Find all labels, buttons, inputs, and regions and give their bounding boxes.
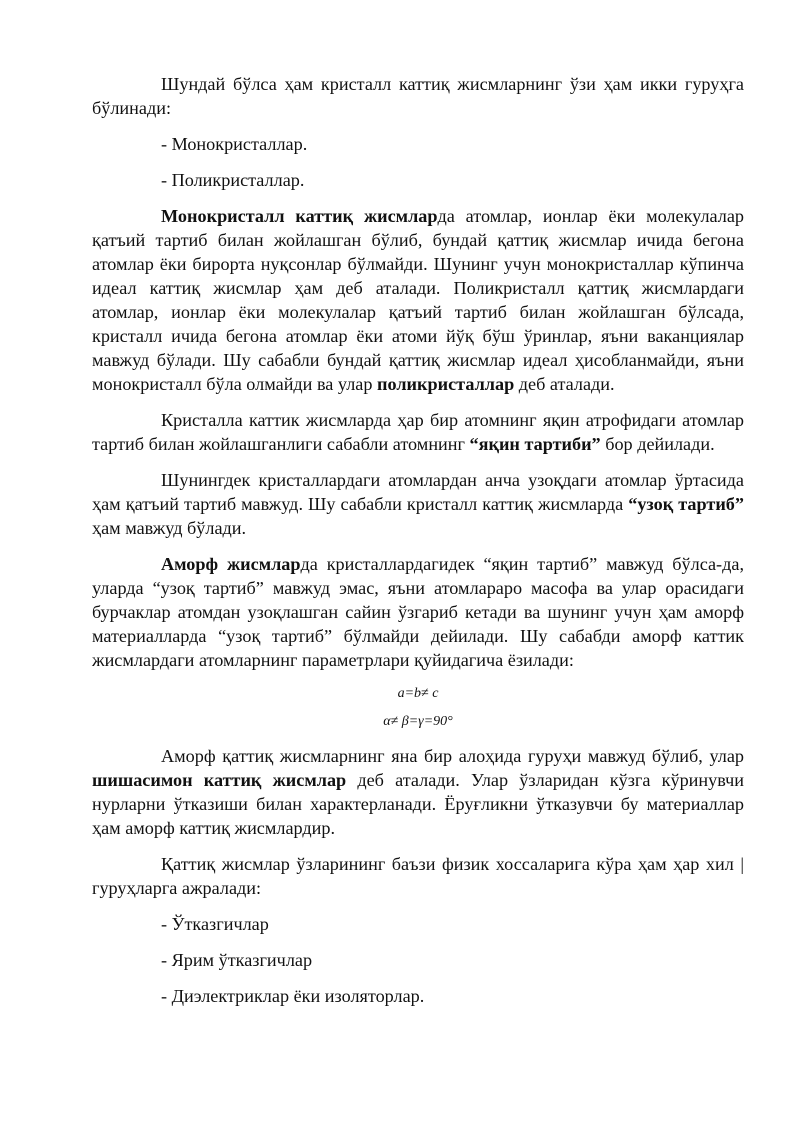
paragraph-amorphous-text: да кристаллардагидек “яқин тартиб” мавжуд бўлса-да, уларда “узоқ тартиб” мавжуд эмас, яъни атомлараро масофа ва улар орасидаги бурчаклар атомдан узоқлашган сайин ўзгариб кетади ва шунинг учун ҳам аморф материалларда “узоқ тартиб” бўлмайди дейилади. Шу сабабди аморф каттик жисмлардаги атомларнинг параметрлари қуйидагича ёзилади: xyxy=(92,554,744,670)
paragraph-glassy-text: Аморф қаттиқ жисмларнинг яна бир алоҳида гуруҳи мавжуд бўлиб, улар xyxy=(161,746,744,766)
paragraph-short-order-end: бор дейилади. xyxy=(600,434,715,454)
term-polycrystals: поликристаллар xyxy=(377,374,515,394)
term-monocrystal: Монокристалл каттиқ жисмлар xyxy=(161,206,438,226)
paragraph-glassy xyxy=(92,744,744,840)
paragraph-long-order-end: ҳам мавжуд бўлади. xyxy=(92,518,247,538)
term-amorphous: Аморф жисмлар xyxy=(161,554,301,574)
paragraph-monocrystal-text: да атомлар, ионлар ёки молекулалар қатъий тартиб билан жойлашган бўлиб, бундай қаттиқ жисмлар ичида бегона атомлар ёки бирорта нуқсонлар бўлмайди. Шунинг учун монокристаллар кўпинча идеал каттиқ жисмлар ҳам деб аталади. Поликристалл қаттиқ жисмлардаги атомлар, ионлар ёки молекулалар қатъий тартиб билан жойлашган бўлсада, кристалл ичида бегона атомлар ёки атоми йўқ бўш ўринлар, яъни ваканциялар мавжуд бўлади. Шу сабабли бундай қаттиқ жисмлар идеал ҳисобланмайди, яъни монокристалл бўла олмайди ва улар xyxy=(92,206,745,394)
paragraph-short-order xyxy=(92,408,744,456)
list-item-dielectrics: - Диэлектриклар ёки изоляторлар. xyxy=(161,986,425,1006)
document-page xyxy=(92,72,744,1008)
formula-lattice-lengths: a=b≠ c xyxy=(397,686,439,701)
paragraph-monocrystal xyxy=(92,204,744,396)
list-item-semiconductors: - Ярим ўтказгичлар xyxy=(161,950,313,970)
list-item-conductors: - Ўтказгичлар xyxy=(161,914,269,934)
list-item-monocrystals: - Монокристаллар. xyxy=(161,134,308,154)
paragraph-long-order-text: Шунингдек кристаллардаги атомлардан анча узоқдаги атомлар ўртасида ҳам қатъий тартиб мавжуд. Шу сабабли кристалл каттиқ жисмларда xyxy=(92,470,744,514)
paragraph-monocrystal-end: деб аталади. xyxy=(514,374,615,394)
paragraph-amorphous xyxy=(92,552,744,672)
paragraph-glassy-end: деб аталади. Улар ўзларидан кўзга кўринувчи нурларни ўтказиши билан характерланади. Ёруғликни ўтказувчи бу материаллар ҳам аморф каттиқ жисмлардир. xyxy=(92,770,745,838)
formula-lattice-angles: α≠ β=γ=90° xyxy=(383,714,453,729)
paragraph-short-order-text: Кристалла каттик жисмларда ҳар бир атомнинг яқин атрофидаги атомлар тартиб билан жойлашганлиги сабабли атомнинг xyxy=(92,410,744,454)
term-long-order: “узоқ тартиб” xyxy=(628,494,744,514)
term-short-order: “яқин тартиби” xyxy=(469,434,601,454)
paragraph-intro: Шундай бўлса ҳам кристалл каттиқ жисмларнинг ўзи ҳам икки гуруҳга бўлинади: xyxy=(92,74,744,118)
paragraph-long-order xyxy=(92,468,744,540)
list-item-polycrystals: - Поликристаллар. xyxy=(161,170,305,190)
term-glassy-solids: шишасимон каттиқ жисмлар xyxy=(92,770,347,790)
paragraph-classification: Қаттиқ жисмлар ўзларининг баъзи физик хоссаларига кўра ҳам ҳар хил | гуруҳларга ажралади: xyxy=(92,854,744,898)
